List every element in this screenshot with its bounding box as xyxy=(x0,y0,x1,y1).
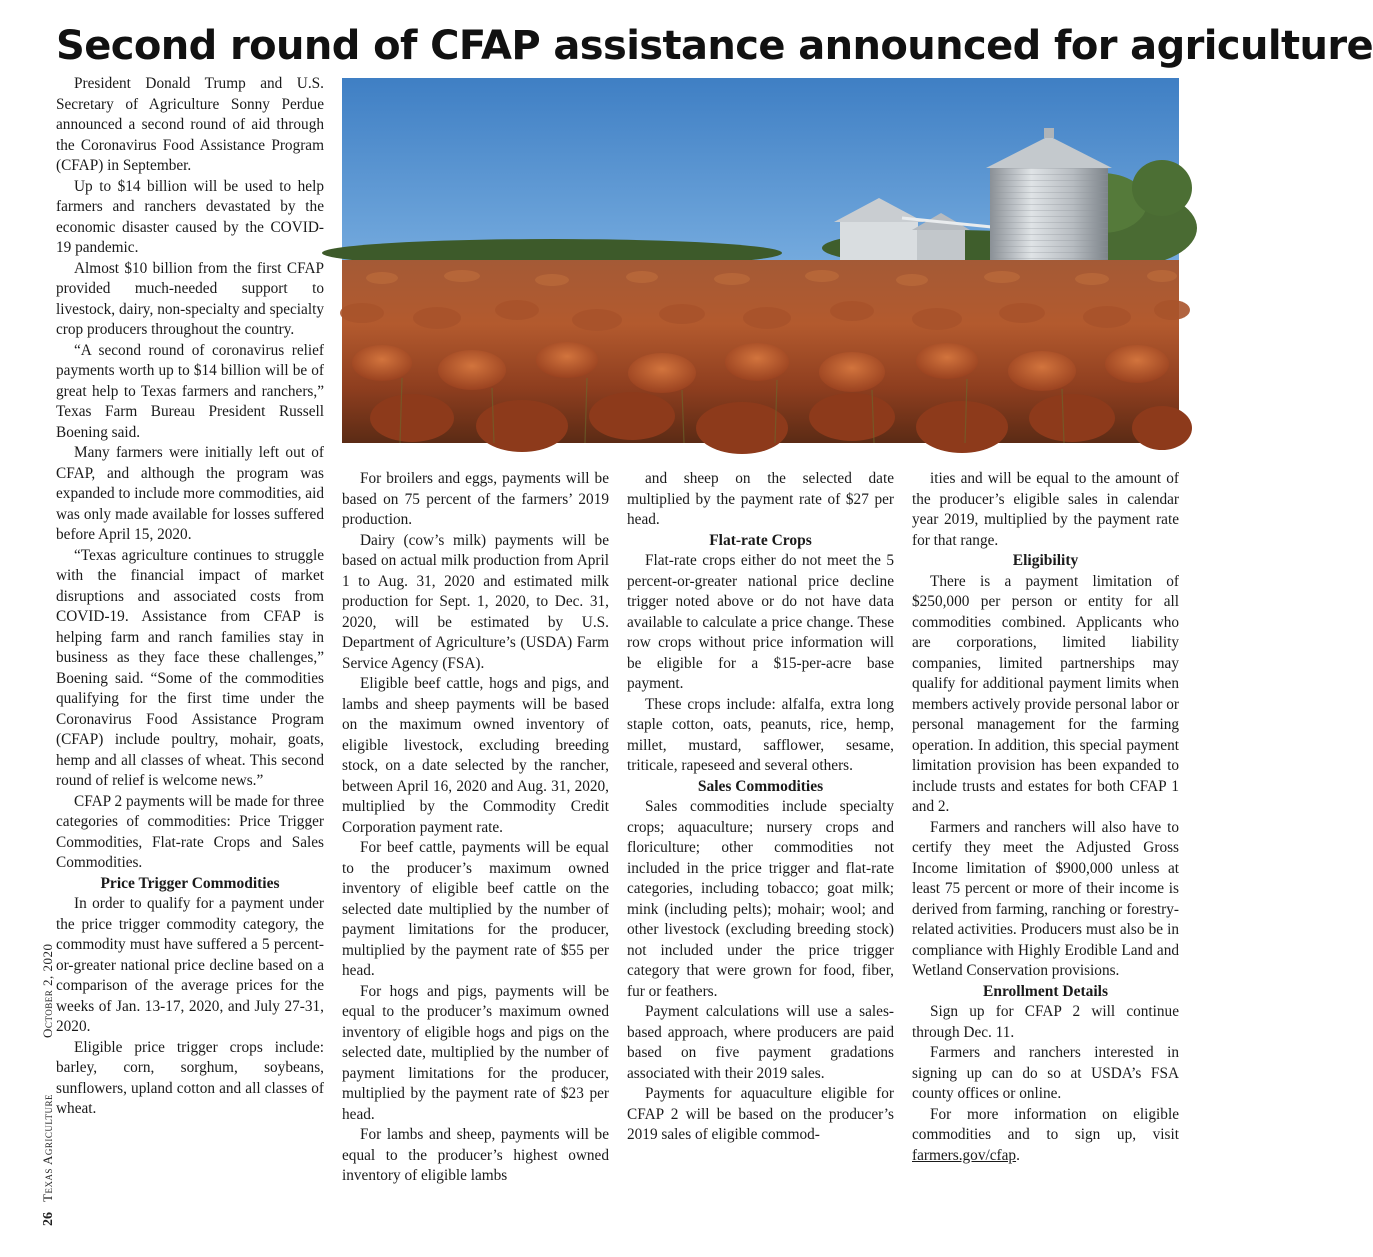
issue-date: October 2, 2020 xyxy=(40,943,55,1038)
paragraph: “A second round of coronavirus relief payments worth up to $14 billion will be of great help to Texas farmers and ranchers,” Texas Farm Bureau President Russell Boening said. xyxy=(56,341,324,441)
paragraph: Up to $14 billion will be used to help farmers and ranchers devastated by the economic disaster caused by the COVID-19 pandemic. xyxy=(56,177,324,256)
paragraph: ities and will be equal to the amount of the producer’s eligible sales in calendar year 2019, multiplied by the payment rate for that range. xyxy=(912,470,1179,549)
subheading-enrollment: Enrollment Details xyxy=(983,982,1108,1000)
paragraph: Flat-rate crops either do not meet the 5 percent-or-greater national price decline trigger noted above or do not have data available to calculate a price change. These row crops without price information will be eligible for a $15-per-acre base payment. xyxy=(627,552,894,692)
paragraph: “Texas agriculture continues to struggle with the financial impact of market disruptions and associated costs from COVID-19. Assistance from CFAP is helping farm and ranch families stay in business as they face these challenges,” Boening said. “Some of the commodities qualifying for the first time under the Coronavirus Food Assistance Program (CFAP) include poultry, mohair, goats, hemp and all classes of wheat. This second round of relief is welcome news.” xyxy=(56,546,324,789)
subheading-price-trigger: Price Trigger Commodities xyxy=(100,874,280,892)
paragraph: Eligible price trigger crops include: barley, corn, sorghum, soybeans, sunflowers, upland cotton and all classes of wheat. xyxy=(56,1038,324,1117)
paragraph: In order to qualify for a payment under the price trigger commodity category, the commodity must have suffered a 5 percent-or-greater national price decline based on a comparison of the average prices for the weeks of Jan. 13-17, 2020, and July 27-31, 2020. xyxy=(56,895,324,1035)
paragraph: For broilers and eggs, payments will be based on 75 percent of the farmers’ 2019 production. xyxy=(342,470,609,528)
headline: Second round of CFAP assistance announced for agriculture xyxy=(56,23,1373,69)
page-number: 26 xyxy=(41,1212,56,1226)
paragraph: Many farmers were initially left out of CFAP, and although the program was expanded to include more commodities, aid was only made available for losses suffered before April 15, 2020. xyxy=(56,444,324,543)
paragraph: Farmers and ranchers will also have to certify they meet the Adjusted Gross Income limitation of $900,000 unless at least 75 percent or more of their income is derived from farming, ranching or forestry-related activities. Producers must also be in compliance with Highly Erodible Land and Wetland Conservation provisions. xyxy=(912,818,1179,979)
paragraph: These crops include: alfalfa, extra long staple cotton, oats, peanuts, rice, hemp, millet, mustard, safflower, sesame, triticale, rapeseed and several others. xyxy=(627,695,894,774)
subheading-flat-rate: Flat-rate Crops xyxy=(709,531,812,549)
article-column-3 xyxy=(627,469,894,1146)
paragraph-end: . xyxy=(1016,1146,1020,1164)
paragraph: President Donald Trump and U.S. Secretary of Agriculture Sonny Perdue announced a second round of aid through the Coronavirus Food Assistance Program (CFAP) in September. xyxy=(56,75,324,174)
subheading-eligibility: Eligibility xyxy=(1012,552,1079,569)
paragraph xyxy=(912,1105,1179,1167)
publication-name: Texas Agriculture xyxy=(40,1093,55,1202)
paragraph: For beef cattle, payments will be equal to the producer’s maximum owned inventory of eligible beef cattle on the selected date multiplied by the number of payment limitations for the producer, multiplied by the payment rate of $55 per head. xyxy=(342,839,609,979)
paragraph: For lambs and sheep, payments will be equal to the producer’s highest owned inventory of eligible lambs xyxy=(342,1126,609,1184)
paragraph: There is a payment limitation of $250,000 per person or entity for all commodities combined. Applicants who are corporations, limited liability companies, limited partnerships may qualify for additional payment limits when members actively provide personal labor or personal management for the farming operation. In addition, this special payment limitation provision has been expanded to include trusts and estates for both CFAP 1 and 2. xyxy=(912,572,1179,815)
paragraph: Almost $10 billion from the first CFAP provided much-needed support to livestock, dairy, non-specialty and specialty crop producers throughout the country. xyxy=(56,259,324,338)
paragraph: Sales commodities include specialty crops; aquaculture; nursery crops and floriculture; other commodities not included in the price trigger and flat-rate categories, including tobacco; goat milk; mink (including pelts); mohair; wool; and other livestock (excluding breeding stock) not included under the price trigger category that were grown for food, fiber, fur or feathers. xyxy=(627,798,894,1000)
paragraph: CFAP 2 payments will be made for three categories of commodities: Price Trigger Commodities, Flat-rate Crops and Sales Commodities. xyxy=(56,792,324,871)
paragraph: Sign up for CFAP 2 will continue through Dec. 11. xyxy=(912,1003,1179,1041)
article-column-1 xyxy=(56,74,324,1120)
paragraph: and sheep on the selected date multiplied by the payment rate of $27 per head. xyxy=(627,470,894,528)
paragraph: Payments for aquaculture eligible for CFAP 2 will be based on the producer’s 2019 sales of eligible commod- xyxy=(627,1085,894,1143)
paragraph: Dairy (cow’s milk) payments will be based on actual milk production from April 1 to Aug. 31, 2020 and estimated milk production for Sept. 1, 2020, to Dec. 31, 2020, will be estimated by U.S. Department of Agriculture’s (USDA) Farm Service Agency (FSA). xyxy=(342,531,609,672)
paragraph: Eligible beef cattle, hogs and pigs, and lambs and sheep payments will be based on the maximum owned inventory of eligible livestock, excluding breeding stock, on a date selected by the rancher, between April 16, 2020 and Aug. 31, 2020, multiplied by the Commodity Credit Corporation payment rate. xyxy=(342,675,609,836)
paragraph: Payment calculations will use a sales-based approach, where producers are paid based on five payment gradations associated with their 2019 sales. xyxy=(627,1003,894,1082)
subheading-sales-commodities: Sales Commodities xyxy=(697,777,824,795)
paragraph: For hogs and pigs, payments will be equal to the producer’s maximum owned inventory of eligible hogs and pigs on the selected date, multiplied by the number of payment limitations for the producer, multiplied by the payment rate of $23 per head. xyxy=(342,982,609,1123)
article-column-2 xyxy=(342,469,609,1187)
paragraph: Farmers and ranchers interested in signing up can do so at USDA’s FSA county offices or online. xyxy=(912,1044,1179,1102)
page-folio xyxy=(40,943,57,1226)
article-column-4 xyxy=(912,469,1179,1166)
sorghum-field-photo xyxy=(342,78,1179,443)
farmers-gov-link[interactable]: farmers.gov/cfap xyxy=(912,1146,1017,1164)
paragraph-text: For more information on eligible commodities and to sign up, visit xyxy=(912,1105,1179,1143)
